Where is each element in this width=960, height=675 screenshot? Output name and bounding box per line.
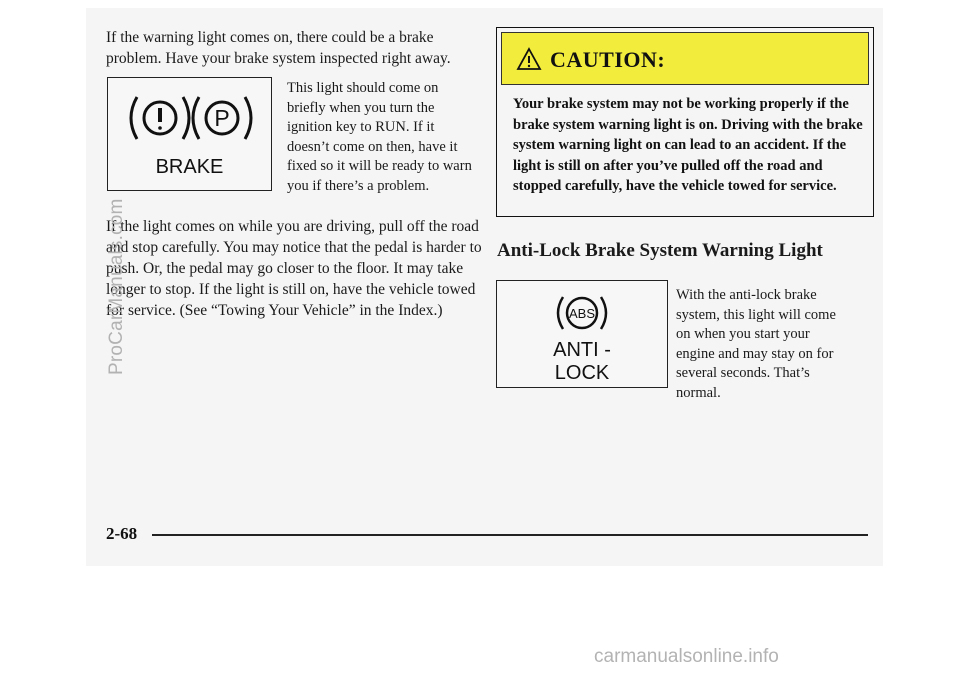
page-number: 2-68 bbox=[106, 524, 138, 543]
site-credit: carmanualsonline.info bbox=[594, 646, 779, 667]
warning-triangle-icon bbox=[516, 47, 542, 71]
caution-title: CAUTION: bbox=[550, 47, 666, 72]
circle-p-icon bbox=[193, 97, 251, 139]
caution-header bbox=[501, 32, 869, 85]
brake-warning-light-illustration bbox=[107, 77, 272, 191]
caution-text: Your brake system may not be working properly if the brake system warning light is on. Driving with the brake system warning light on can lead to an accident. If the light is still on after you’ve pulled off the road and stopped carefully, have the vehicle towed for service. bbox=[513, 96, 863, 194]
abs-label-line-2: LOCK bbox=[554, 362, 610, 384]
brake-light-symbols bbox=[108, 80, 270, 160]
abs-warning-light-illustration bbox=[496, 280, 668, 388]
watermark: ProCarManuals.com bbox=[106, 198, 127, 375]
caution-box bbox=[496, 27, 874, 217]
brake-light-label: BRAKE bbox=[155, 156, 224, 178]
circle-exclamation-icon bbox=[131, 97, 189, 139]
brake-light-note: This light should come on briefly when you turn the ignition key to RUN. If it doesn’t come on then, have it fixed so it will be ready to warn you if there’s a problem. bbox=[287, 80, 472, 194]
svg-text:P: P bbox=[214, 105, 230, 131]
abs-section-heading: Anti-Lock Brake System Warning Light bbox=[497, 240, 823, 261]
abs-icon-text: ABS bbox=[568, 306, 596, 321]
abs-description: With the anti-lock brake system, this light will come on when you start your engine and may stay on for several seconds. That’s normal. bbox=[676, 287, 836, 401]
abs-light-label bbox=[497, 339, 667, 385]
footer-rule bbox=[152, 534, 868, 536]
intro-paragraph: If the warning light comes on, there could be a brake problem. Have your brake system inspected right away. bbox=[106, 29, 451, 67]
abs-label-line-1: ANTI - bbox=[553, 339, 611, 361]
abs-icon bbox=[497, 285, 667, 341]
driving-instructions-paragraph: If the light comes on while you are driving, pull off the road and stop carefully. You may notice that the pedal is harder to push. Or, the pedal may go closer to the floor. It may take longer to stop. If the light is still on, have the vehicle towed for service. (See “Towing Your Vehicle” in the Index.) bbox=[106, 218, 482, 319]
